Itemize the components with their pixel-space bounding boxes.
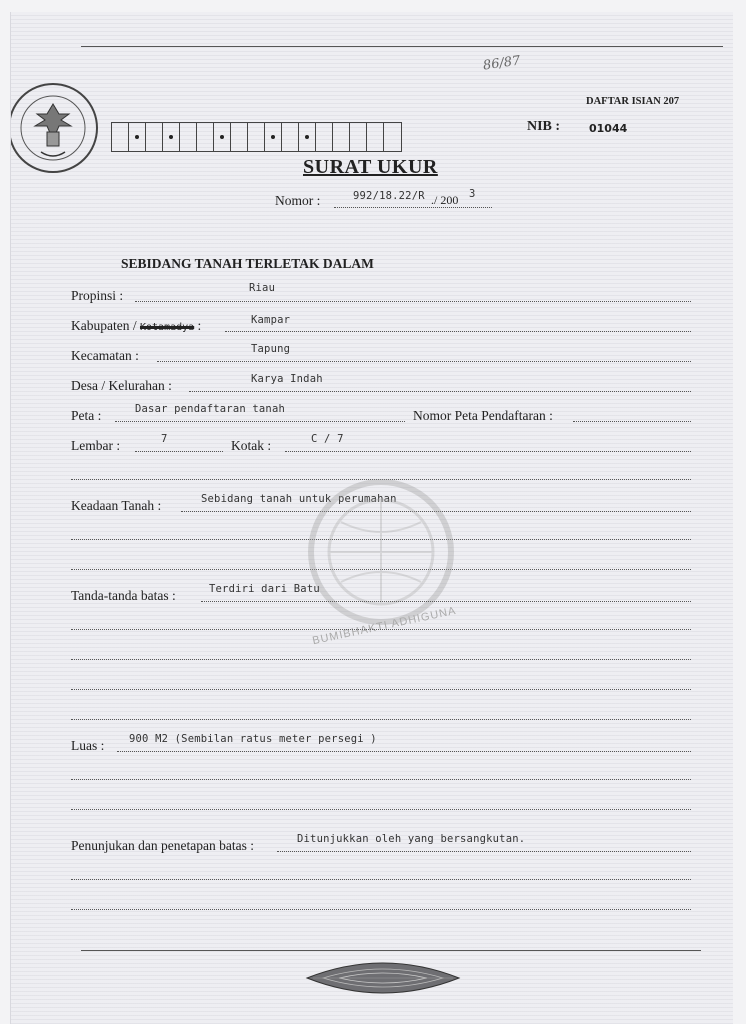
tanda-batas-dots bbox=[201, 600, 691, 602]
nib-value: 01044 bbox=[589, 122, 628, 135]
luas-dots bbox=[117, 750, 691, 752]
kabupaten-label bbox=[71, 318, 201, 334]
blank-line bbox=[71, 808, 691, 810]
nib-grid-cell bbox=[180, 123, 197, 151]
penunjukan-value: Ditunjukkan oleh yang bersangkutan. bbox=[297, 833, 526, 845]
nomor-value: 992/18.22/R bbox=[353, 190, 425, 202]
nib-grid-cell bbox=[214, 123, 231, 151]
nib-grid-cell bbox=[112, 123, 129, 151]
propinsi-label: Propinsi : bbox=[71, 288, 124, 303]
propinsi-dots bbox=[135, 300, 691, 302]
propinsi-value: Riau bbox=[249, 282, 276, 294]
peta-value: Dasar pendaftaran tanah bbox=[135, 403, 285, 415]
blank-line bbox=[71, 878, 691, 880]
bottom-rule bbox=[81, 950, 701, 951]
lembar-label: Lembar : bbox=[71, 438, 121, 453]
top-rule bbox=[81, 46, 723, 47]
kotak-label: Kotak : bbox=[231, 438, 272, 453]
nib-grid-cell bbox=[367, 123, 384, 151]
nomor-dots bbox=[334, 206, 492, 208]
nib-grid-cell bbox=[146, 123, 163, 151]
nib-label: NIB : bbox=[527, 119, 561, 134]
kotak-value: C / 7 bbox=[311, 433, 344, 445]
nib-grid-cell bbox=[299, 123, 316, 151]
kecamatan-dots bbox=[157, 360, 691, 362]
section-heading: SEBIDANG TANAH TERLETAK DALAM bbox=[121, 256, 374, 271]
national-seal-icon bbox=[11, 70, 103, 188]
luas-value: 900 M2 (Sembilan ratus meter persegi ) bbox=[129, 733, 377, 745]
kabupaten-value: Kampar bbox=[251, 314, 291, 326]
penunjukan-dots bbox=[277, 850, 691, 852]
peta-label: Peta : bbox=[71, 408, 102, 423]
handwritten-note: 86/87 bbox=[482, 53, 522, 74]
page-title: SURAT UKUR bbox=[303, 156, 438, 178]
keadaan-label: Keadaan Tanah : bbox=[71, 498, 162, 513]
nib-grid-cell bbox=[333, 123, 350, 151]
lembar-dots bbox=[135, 450, 223, 452]
blank-line bbox=[71, 718, 691, 720]
nib-grid-cell bbox=[316, 123, 333, 151]
blank-line bbox=[71, 658, 691, 660]
lembar-value: 7 bbox=[161, 433, 168, 445]
blank-line bbox=[71, 908, 691, 910]
desa-label: Desa / Kelurahan : bbox=[71, 378, 172, 393]
watermark-text: BUMIBHAKTI ADHIGUNA bbox=[311, 604, 458, 648]
nomor-peta-dots bbox=[573, 420, 691, 422]
nib-grid-cell bbox=[248, 123, 265, 151]
nib-grid-cell bbox=[129, 123, 146, 151]
nomor-peta-label: Nomor Peta Pendaftaran : bbox=[413, 408, 553, 423]
nib-grid-cell bbox=[265, 123, 282, 151]
keadaan-value: Sebidang tanah untuk perumahan bbox=[201, 493, 397, 505]
nomor-separator: ./ 200 bbox=[431, 193, 459, 207]
guilloche-ornament-icon bbox=[303, 956, 463, 1000]
kecamatan-label: Kecamatan : bbox=[71, 348, 139, 363]
nib-grid-cell bbox=[197, 123, 214, 151]
nib-grid-cell bbox=[282, 123, 299, 151]
blank-line bbox=[71, 628, 691, 630]
kabupaten-dots bbox=[225, 330, 691, 332]
kabupaten-struck: Kotamadya bbox=[139, 322, 195, 333]
nib-grid-cell bbox=[384, 123, 401, 151]
kecamatan-value: Tapung bbox=[251, 343, 291, 355]
nib-grid-cell bbox=[231, 123, 248, 151]
kabupaten-label-start: Kabupaten / bbox=[71, 318, 140, 333]
nib-grid bbox=[111, 122, 402, 152]
kabupaten-label-end: : bbox=[194, 318, 202, 333]
form-code: DAFTAR ISIAN 207 bbox=[586, 96, 680, 107]
tanda-batas-value: Terdiri dari Batu bbox=[209, 583, 320, 595]
kotak-dots bbox=[285, 450, 691, 452]
desa-value: Karya Indah bbox=[251, 373, 323, 385]
nib-grid-cell bbox=[163, 123, 180, 151]
blank-line bbox=[71, 778, 691, 780]
document-sheet bbox=[10, 12, 733, 1024]
nib-grid-cell bbox=[350, 123, 367, 151]
desa-dots bbox=[189, 390, 691, 392]
peta-dots bbox=[115, 420, 405, 422]
blank-line bbox=[71, 688, 691, 690]
penunjukan-label: Penunjukan dan penetapan batas : bbox=[71, 838, 254, 853]
tanda-batas-label: Tanda-tanda batas : bbox=[71, 588, 176, 603]
luas-label: Luas : bbox=[71, 738, 105, 753]
nomor-year: 3 bbox=[469, 188, 476, 200]
nomor-label: Nomor : bbox=[275, 193, 321, 208]
